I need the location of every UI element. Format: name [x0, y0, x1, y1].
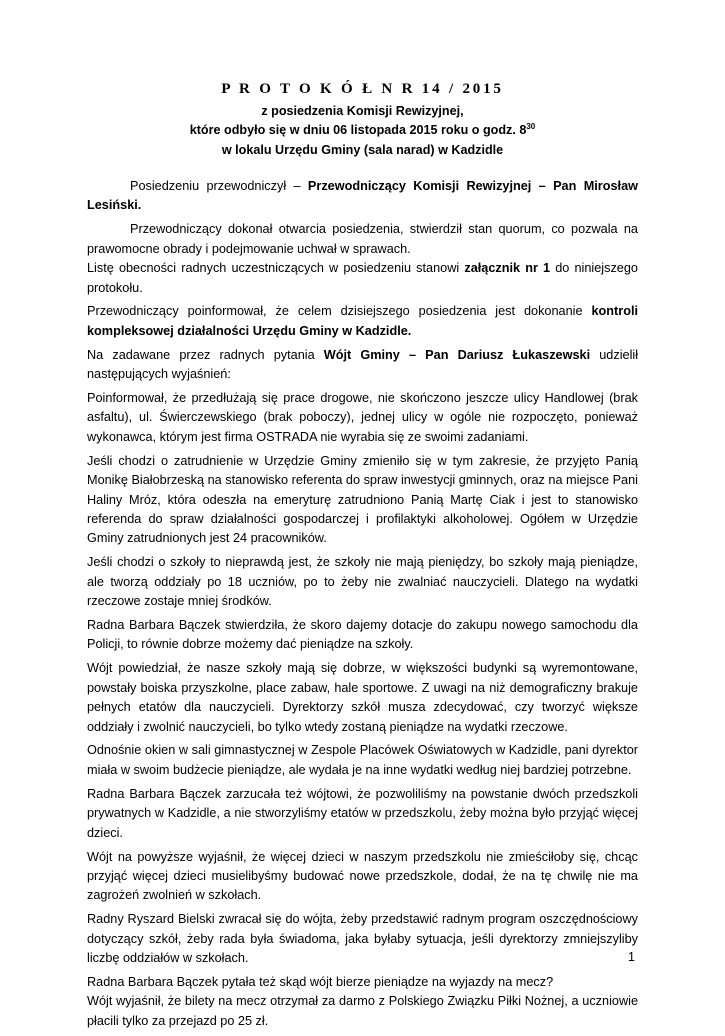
paragraph-match-trips: Radna Barbara Bączek pytała też skąd wójt bierze pieniądze na wyjazdy na mecz? [87, 974, 554, 989]
protocol-title: P R O T O K Ó Ł N R 14 / 2015 [221, 81, 504, 97]
paragraph-purpose [87, 302, 638, 341]
paragraph-text: Na zadawane przez radnych pytania [87, 347, 324, 362]
paragraph-kindergarten-reply: Wójt na powyższe wyjaśnił, że więcej dzieci w naszym przedszkolu nie zmieściłoby się, chcąc przyjąć więcej dzieci musielibyśmy budować nowe przedszkole, dodał, że na tę chwilę nie ma zagrożeń zwolnień w szkołach. [87, 849, 638, 903]
paragraph-text: Listę obecności radnych uczestniczących w posiedzeniu stanowi [87, 261, 465, 276]
meeting-location-line: w lokalu Urzędu Gminy (sala narad) w Kadzidle [221, 143, 504, 157]
paragraph-text: Przewodniczący poinformował, że celem dzisiejszego posiedzenia jest dokonanie [87, 304, 592, 319]
attachment-reference: załącznik nr 1 [464, 261, 551, 276]
audit-subject: kontroli kompleksowej działalności Urzędu Gminy w Kadzidle. [87, 304, 638, 338]
paragraph-questions [87, 346, 638, 385]
paragraph-attendance [87, 259, 638, 298]
protocol-body [87, 177, 638, 1036]
paragraph-schools: Jeśli chodzi o szkoły to nieprawdą jest, że szkoły nie mają pieniędzy, bo szkoły mają pieniądze, ale tworzą oddziały po 18 uczniów, po to żeby nie zwalniać nauczycieli. Dlatego na wydatki rzeczowe zostaje mniej środków. [87, 555, 638, 609]
paragraph-employment: Jeśli chodzi o zatrudnienie w Urzędzie Gminy zmieniło się w tym zakresie, że przyjęto Panią Monikę Białobrzeską na stanowisko referenta do spraw inwestycji gminnych, oraz na miejsce Pani Haliny Mróz, która odeszła na emeryturę zatrudniono Panią Martę Ciak i jest to stanowisko referenda do spraw działalności gospodarczej i profilaktyki alkoholowej. Ogółem w Urzędzie Gminy zatrudnionych jest 24 pracowników. [87, 453, 638, 546]
meeting-body-line: z posiedzenia Komisji Rewizyjnej, [261, 104, 464, 118]
paragraph-roadworks: Poinformował, że przedłużają się prace drogowe, nie skończono jeszcze ulicy Handlowej (brak asfaltu), ul. Świerczewskiego (brak poboczy), jednej ulicy w ogóle nie rozpoczęto, ponieważ wykonawca, którym jest firma OSTRADA nie wyrabia się ze swoimi zadaniami. [87, 391, 638, 444]
paragraph-match-tickets: Wójt wyjaśnił, że bilety na mecz otrzymał za darmo z Polskiego Związku Piłki Nożnej, a uczniowie płacili tylko za przejazd po 25 zł. [87, 994, 638, 1028]
meeting-date-line [0, 121, 725, 140]
chairman-name: Przewodniczący Komisji Rewizyjnej – Pan Mirosław Lesiński. [87, 179, 638, 213]
paragraph-text: udzielił następujących wyjaśnień: [87, 347, 639, 382]
page-number: 1 [628, 950, 635, 964]
paragraph-kindergartens: Radna Barbara Bączek zarzucała też wójtowi, że pozwoliliśmy na powstanie dwóch przedszkoli prywatnych w Kadzidle, a nie stworzyliśmy etatów w przedszkolu, żeby można było przyjąć więcej dzieci. [87, 786, 638, 840]
meeting-time-minutes: 30 [526, 122, 536, 131]
paragraph-text: Posiedzeniu przewodniczył – [130, 179, 308, 193]
paragraph-text: do niniejszego protokołu. [87, 261, 638, 295]
paragraph-gym-windows: Odnośnie okien w sali gimnastycznej w Zespole Placówek Oświatowych w Kadzidle, pani dyrektor miała w swoim budżecie pieniądze, ale wydała je na inne wydatki według niej bardziej potrzebne. [87, 743, 638, 777]
paragraph-school-condition: Wójt powiedział, że nasze szkoły mają się dobrze, w większości budynki są wyremontowane, powstały boiska przyszkolne, place zabaw, hale sportowe. Z uwagi na niż demograficzny brakuje pełnych etatów dla nauczycieli. Dyrektorzy szkół musza zdecydować, czy tworzyć większe oddziały i zwolnić nauczycieli, bo tylko wtedy zostaną pieniądze na wydatki rzeczowe. [87, 661, 638, 734]
meeting-date-text: które odbyło się w dniu 06 listopada 2015 roku o godz. 8 [189, 123, 527, 137]
mayor-name: Wójt Gminy – Pan Dariusz Łukaszewski [323, 347, 591, 362]
paragraph-chair [87, 177, 638, 216]
paragraph-opening: Przewodniczący dokonał otwarcia posiedzenia, stwierdził stan quorum, co pozwala na prawomocne obrady i podejmowanie uchwał w sprawach. [87, 222, 638, 256]
paragraph-savings-program: Radny Ryszard Bielski zwracał się do wójta, żeby przedstawić radnym program oszczędnościowy dotyczący szkół, żeby rada była świadoma, jaka byłaby sytuacja, jeśli dyrektorzy zmniejszyliby liczbę oddziałów w szkołach. [87, 912, 638, 966]
paragraph-police-grant: Radna Barbara Bączek stwierdziła, że skoro dajemy dotacje do zakupu nowego samochodu dla Policji, to równie dobrze możemy dać pieniądze na szkoły. [87, 618, 638, 652]
